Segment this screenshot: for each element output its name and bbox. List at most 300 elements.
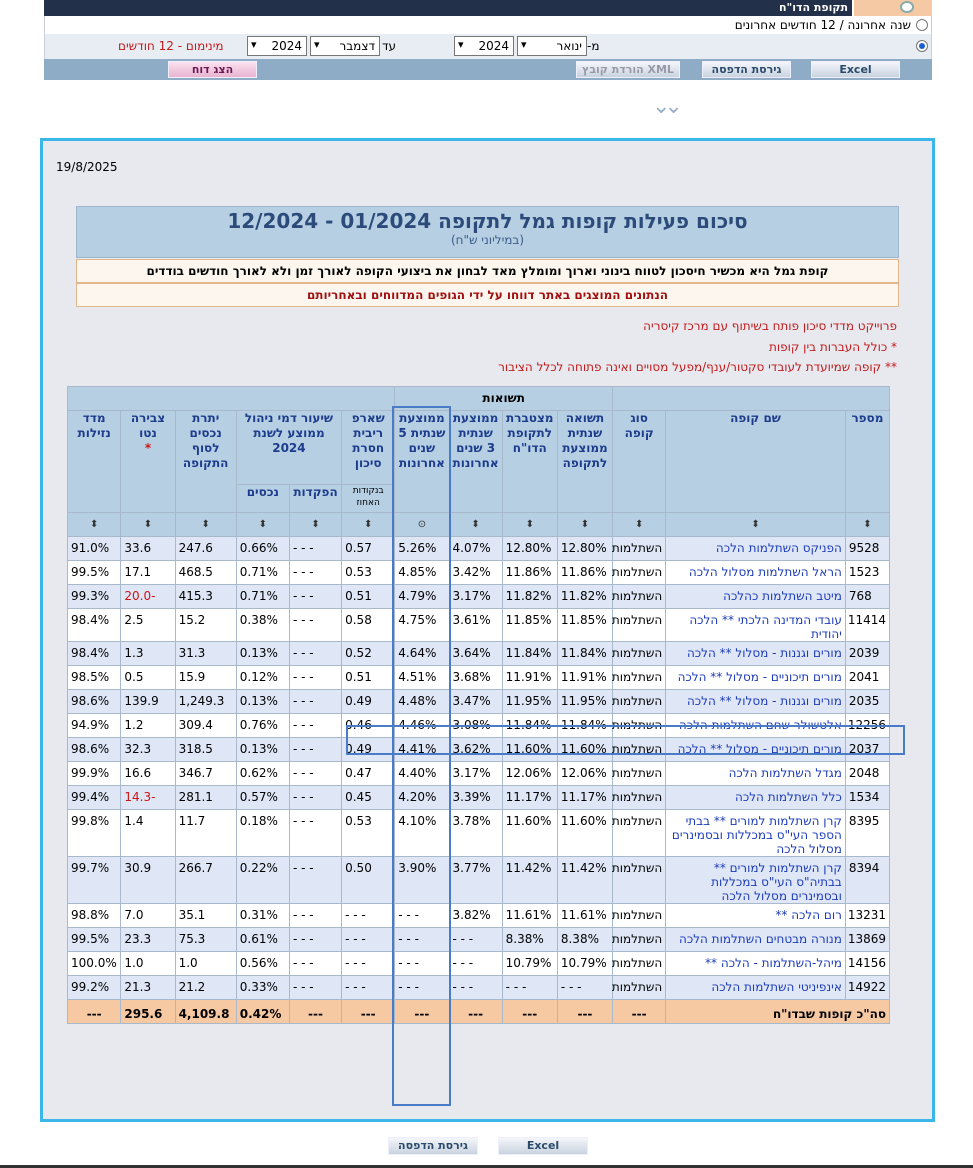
table-row [68,642,890,666]
cell-annual: 11.17% [557,786,612,810]
cell-dep: - - - [289,537,341,561]
cell-liq: 94.9% [68,714,121,738]
cell-assets_fee: 0.61% [236,928,289,952]
cell-name[interactable]: מורים וגננות - מסלול ** הלכה [666,690,846,714]
col-name: שם קופה [666,411,846,513]
table-row [68,952,890,976]
cell-net: 23.3 [121,928,175,952]
cell-avg5: 3.90% [395,857,449,904]
cell-avg3: 3.77% [449,857,502,904]
cell-assets_fee: 0.76% [236,714,289,738]
col-assets: יתרת נכסים לסוף התקופה [175,411,236,513]
to-month-select[interactable]: ▾ דצמבר [310,36,380,56]
cell-sharpe: 0.47 [342,762,395,786]
cell-avg3: 3.17% [449,762,502,786]
cell-assets_fee: 0.31% [236,904,289,928]
cell-dep: - - - [289,690,341,714]
cell-cum: 11.61% [502,904,557,928]
cell-liq: 99.2% [68,976,121,1000]
sort-icon[interactable]: ⬍ [342,513,395,537]
sort-icon[interactable]: ⬍ [557,513,612,537]
cell-assets: 346.7 [175,762,236,786]
col-fees-deposits: הפקדות [289,485,341,513]
cell-type: השתלמות [613,928,666,952]
total-dash: --- [289,1000,341,1024]
cell-name[interactable]: הפניקס השתלמות הלכה [666,537,846,561]
total-dash: --- [557,1000,612,1024]
cell-liq: 99.4% [68,786,121,810]
cell-assets: 468.5 [175,561,236,585]
cell-avg5: - - - [395,904,449,928]
cell-dep: - - - [289,786,341,810]
from-label: מ- [587,39,600,53]
cell-annual: 11.85% [557,609,612,642]
cell-assets_fee: 0.56% [236,952,289,976]
total-label: סה"כ קופות שבדו"ח [666,1000,890,1024]
bottom-excel-button[interactable]: Excel [498,1137,588,1155]
cell-name[interactable]: עובדי המדינה הלכתי ** הלכה יהודית [666,609,846,642]
cell-liq: 91.0% [68,537,121,561]
chevron-down-icon: ⌄⌄ [652,94,677,119]
cell-cum: 11.91% [502,666,557,690]
table-row [68,928,890,952]
cell-avg3: 3.64% [449,642,502,666]
cell-cum: 12.80% [502,537,557,561]
table-row [68,561,890,585]
cell-avg5: 4.75% [395,609,449,642]
cell-num: 2035 [845,690,889,714]
cell-type: השתלמות [613,952,666,976]
col-liq: מדד נזילות [68,411,121,513]
col-sharpe: שארפ ריבית חסרת סיכון [342,411,395,485]
cell-name[interactable]: קרן השתלמות למורים ** בבתיה"ס העי"ס במכללות ובסמינרים מסלול הלכה [666,857,846,904]
cell-liq: 99.9% [68,762,121,786]
total-dash: --- [395,1000,449,1024]
cell-avg3: 3.39% [449,786,502,810]
cell-annual: 11.95% [557,690,612,714]
to-label: עד [382,39,397,53]
cell-liq: 99.3% [68,585,121,609]
cell-avg5: 4.79% [395,585,449,609]
cell-num: 768 [845,585,889,609]
cell-sharpe: 0.52 [342,642,395,666]
cell-num: 8394 [845,857,889,904]
cell-type: השתלמות [613,976,666,1000]
cell-dep: - - - [289,666,341,690]
note-double-star: ** קופה שמיועדת לעובדי סקטור/ענף/מפעל מסויים ואינה פתוחה לכלל הציבור [498,360,897,374]
returns-group-header: תשואות [395,387,613,411]
cell-net: 1.2 [121,714,175,738]
cell-avg5: - - - [395,928,449,952]
cell-cum: 10.79% [502,952,557,976]
table-row [68,786,890,810]
cell-cum: 11.95% [502,690,557,714]
range-row [44,34,932,59]
cell-liq: 98.4% [68,609,121,642]
cell-num: 11414 [845,609,889,642]
cell-assets: 31.3 [175,642,236,666]
clock-icon [900,1,914,13]
table-row [68,666,890,690]
cell-type: השתלמות [613,810,666,857]
cell-annual: 10.79% [557,952,612,976]
col-fees-assets: נכסים [236,485,289,513]
cell-num: 1523 [845,561,889,585]
cell-num: 2037 [845,738,889,762]
cell-dep: - - - [289,762,341,786]
cell-cum: 11.85% [502,609,557,642]
total-liq: --- [68,1000,121,1024]
cell-avg5: 4.46% [395,714,449,738]
cell-sharpe: 0.49 [342,738,395,762]
cell-type: השתלמות [613,714,666,738]
cell-sharpe: 0.51 [342,585,395,609]
cell-type: השתלמות [613,642,666,666]
cell-dep: - - - [289,561,341,585]
report-subtitle: (במיליוני ש"ח) [450,233,525,247]
period-tab-icon[interactable] [852,0,932,16]
warning-1: קופת גמל היא מכשיר חיסכון לטווח בינוני וארוך ומומלץ מאד לבחון את ביצועי הקופה לאורך זמן ולא לאורך חודשים בודדים [76,259,899,283]
show-report-button[interactable]: הצג דוח [168,61,257,78]
table-row [68,904,890,928]
cell-net: 1.0 [121,952,175,976]
sort-avg5-active-icon[interactable]: ⊙ [395,513,449,537]
cell-sharpe: 0.58 [342,609,395,642]
cell-avg3: 3.78% [449,810,502,857]
cell-type: השתלמות [613,904,666,928]
cell-num: 2048 [845,762,889,786]
cell-dep: - - - [289,904,341,928]
cell-num: 12256 [845,714,889,738]
cell-dep: - - - [289,585,341,609]
cell-liq: 99.8% [68,810,121,857]
table-row [68,976,890,1000]
cell-avg5: 4.51% [395,666,449,690]
cell-assets: 21.2 [175,976,236,1000]
cell-cum: 11.86% [502,561,557,585]
cell-assets: 15.2 [175,609,236,642]
cell-name[interactable]: אינפיניטי השתלמות הלכה [666,976,846,1000]
sort-icon[interactable]: ⬍ [449,513,502,537]
cell-dep: - - - [289,609,341,642]
excel-button[interactable]: Excel [811,61,900,78]
cell-assets_fee: 0.13% [236,738,289,762]
cell-annual: 8.38% [557,928,612,952]
cell-avg3: 3.17% [449,585,502,609]
total-assets: 4,109.8 [175,1000,236,1024]
cell-name[interactable]: רום הלכה ** [666,904,846,928]
cell-sharpe: 0.53 [342,810,395,857]
report-title: סיכום פעילות קופות גמל לתקופה 01/2024 - 12/2024 [227,209,748,233]
cell-net: 2.5 [121,609,175,642]
from-month-select[interactable]: ▾ ינואר [517,36,587,56]
cell-avg5: - - - [395,952,449,976]
cell-sharpe: 0.53 [342,561,395,585]
cell-sharpe: 0.45 [342,786,395,810]
cell-cum: 11.84% [502,642,557,666]
col-num: מספר [845,411,889,513]
sort-icon[interactable]: ⬍ [666,513,846,537]
cell-liq: 98.4% [68,642,121,666]
cell-net: -20.0 [121,585,175,609]
report-header [76,206,899,258]
cell-assets_fee: 0.38% [236,609,289,642]
cell-avg3: 3.08% [449,714,502,738]
cell-assets_fee: 0.57% [236,786,289,810]
sort-icon[interactable]: ⬍ [68,513,121,537]
cell-type: השתלמות [613,762,666,786]
cell-cum: 11.82% [502,585,557,609]
cell-name[interactable]: כלל השתלמות הלכה [666,786,846,810]
total-assets_fee: 0.42% [236,1000,289,1024]
cell-net: 21.3 [121,976,175,1000]
cell-num: 1534 [845,786,889,810]
cell-liq: 98.6% [68,738,121,762]
cell-annual: 11.82% [557,585,612,609]
table-row [68,810,890,857]
note-star: * כולל העברות בין קופות [768,340,897,354]
cell-avg5: 4.40% [395,762,449,786]
cell-avg3: - - - [449,976,502,1000]
cell-sharpe: 0.49 [342,690,395,714]
cell-net: -14.3 [121,786,175,810]
cell-annual: 11.61% [557,904,612,928]
top-bar [44,0,932,16]
cell-annual: 12.06% [557,762,612,786]
cell-sharpe: 0.57 [342,537,395,561]
cell-cum: 11.60% [502,810,557,857]
col-net: צבירה נטו * [121,411,175,513]
cell-dep: - - - [289,952,341,976]
cell-name[interactable]: מורים וגננות - מסלול ** הלכה [666,642,846,666]
print-button[interactable]: גירסת הדפסה [702,61,791,78]
last-year-row [44,16,932,34]
range-radio[interactable] [916,40,928,52]
cell-dep: - - - [289,857,341,904]
table-row [68,738,890,762]
cell-assets: 35.1 [175,904,236,928]
cell-assets_fee: 0.71% [236,561,289,585]
cell-dep: - - - [289,714,341,738]
cell-net: 139.9 [121,690,175,714]
cell-net: 17.1 [121,561,175,585]
cell-net: 16.6 [121,762,175,786]
bottom-print-button[interactable]: גירסת הדפסה [388,1137,478,1155]
cell-name[interactable]: מורים תיכוניים - מסלול ** הלכה [666,666,846,690]
cell-num: 14156 [845,952,889,976]
cell-liq: 100.0% [68,952,121,976]
total-dash: --- [342,1000,395,1024]
cell-cum: 11.17% [502,786,557,810]
cell-liq: 99.5% [68,928,121,952]
cell-liq: 98.8% [68,904,121,928]
cell-cum: 12.06% [502,762,557,786]
cell-name[interactable]: מיהל-השתלמות - הלכה ** [666,952,846,976]
cell-assets_fee: 0.22% [236,857,289,904]
col-type: סוג קופה [613,411,666,513]
table-row [68,762,890,786]
cell-avg3: 3.42% [449,561,502,585]
cell-annual: 11.42% [557,857,612,904]
cell-avg5: - - - [395,976,449,1000]
to-year-select[interactable]: ▾ 2024 [247,36,307,56]
cell-num: 14922 [845,976,889,1000]
cell-name[interactable]: מגדל השתלמות הלכה [666,762,846,786]
sort-row [68,513,890,537]
cell-annual: 11.84% [557,714,612,738]
col-avg3: ממוצעת שנתית 3 שנים אחרונות [449,411,502,513]
cell-sharpe: - - - [342,928,395,952]
cell-assets_fee: 0.66% [236,537,289,561]
cell-dep: - - - [289,976,341,1000]
cell-annual: 11.91% [557,666,612,690]
cell-assets_fee: 0.33% [236,976,289,1000]
cell-sharpe: - - - [342,952,395,976]
cell-avg3: 3.82% [449,904,502,928]
cell-liq: 99.7% [68,857,121,904]
cell-annual: 11.86% [557,561,612,585]
cell-type: השתלמות [613,561,666,585]
last-year-radio[interactable] [916,19,928,31]
cell-assets_fee: 0.18% [236,810,289,857]
funds-table [67,386,890,1024]
sort-icon[interactable]: ⬍ [845,513,889,537]
cell-num: 2041 [845,666,889,690]
total-dash: --- [613,1000,666,1024]
cell-name[interactable]: מיטב השתלמות כהלכה [666,585,846,609]
cell-cum: 11.60% [502,738,557,762]
cell-assets: 1.0 [175,952,236,976]
cell-sharpe: 0.46 [342,714,395,738]
cell-avg5: 4.64% [395,642,449,666]
cell-dep: - - - [289,928,341,952]
cell-liq: 99.5% [68,561,121,585]
cell-avg3: 3.62% [449,738,502,762]
cell-assets_fee: 0.13% [236,642,289,666]
cell-num: 13231 [845,904,889,928]
cell-name[interactable]: מנורה מבטחים השתלמות הלכה [666,928,846,952]
cell-avg5: 4.20% [395,786,449,810]
cell-annual: 12.80% [557,537,612,561]
xml-download-button[interactable]: הורדת קובץ XML [576,61,680,78]
cell-net: 7.0 [121,904,175,928]
total-dash: --- [449,1000,502,1024]
total-dash: --- [502,1000,557,1024]
cell-net: 33.6 [121,537,175,561]
cell-sharpe: 0.50 [342,857,395,904]
sort-icon[interactable]: ⬍ [236,513,289,537]
warning-2: הנתונים המוצגים באתר דווחו על ידי הגופים המדווחים ובאחריותם [76,283,899,307]
col-cum: מצטברת לתקופת הדו"ח [502,411,557,513]
table-row [68,609,890,642]
cell-dep: - - - [289,810,341,857]
cell-avg5: 4.48% [395,690,449,714]
cell-avg3: 3.68% [449,666,502,690]
cell-avg3: 3.47% [449,690,502,714]
cell-cum: - - - [502,976,557,1000]
cell-net: 32.3 [121,738,175,762]
cell-assets: 415.3 [175,585,236,609]
from-year-select[interactable]: ▾ 2024 [454,36,514,56]
cell-assets: 247.6 [175,537,236,561]
cell-assets_fee: 0.71% [236,585,289,609]
cell-assets: 281.1 [175,786,236,810]
cell-type: השתלמות [613,857,666,904]
cell-num: 9528 [845,537,889,561]
cell-avg5: 5.26% [395,537,449,561]
cell-assets: 266.7 [175,857,236,904]
table-row [68,585,890,609]
cell-annual: 11.60% [557,738,612,762]
cell-sharpe: - - - [342,976,395,1000]
sort-icon[interactable]: ⬍ [175,513,236,537]
cell-net: 30.9 [121,857,175,904]
cell-avg5: 4.85% [395,561,449,585]
toolbar [44,59,932,80]
col-sharpe-sub: בנקודות האחוז [342,485,395,513]
cell-avg3: - - - [449,952,502,976]
cell-cum: 11.42% [502,857,557,904]
cell-dep: - - - [289,738,341,762]
cell-avg5: 4.10% [395,810,449,857]
table-row [68,690,890,714]
cell-name[interactable]: קרן השתלמות למורים ** בבתי הספר העי"ס במכללות ובסמינרים מסלול הלכה [666,810,846,857]
cell-annual: 11.84% [557,642,612,666]
cell-assets: 75.3 [175,928,236,952]
cell-annual: - - - [557,976,612,1000]
col-annual: תשואה שנתית ממוצעת לתקופה [557,411,612,513]
col-fees: שיעור דמי ניהול ממוצע לשנת 2024 [236,411,341,485]
total-row [68,1000,890,1024]
cell-avg3: - - - [449,928,502,952]
cell-type: השתלמות [613,537,666,561]
cell-name[interactable]: הראל השתלמות מסלול הלכה [666,561,846,585]
minimum-note: מינימום - 12 חודשים [118,39,224,53]
sort-icon[interactable]: ⬍ [502,513,557,537]
cell-dep: - - - [289,642,341,666]
note-project: פרוייקט מדדי סיכון פותח בשיתוף עם מרכז קיסריה [643,319,897,333]
cell-assets: 1,249.3 [175,690,236,714]
cell-type: השתלמות [613,786,666,810]
cell-avg3: 4.07% [449,537,502,561]
report-date: 19/8/2025 [56,160,118,174]
cell-net: 1.3 [121,642,175,666]
sort-icon[interactable]: ⬍ [121,513,175,537]
cell-num: 13869 [845,928,889,952]
table-row [68,714,890,738]
last-year-label: שנה אחרונה / 12 חודשים אחרונים [734,18,911,32]
cell-name[interactable]: מורים תיכוניים - מסלול ** הלכה [666,738,846,762]
cell-assets: 15.9 [175,666,236,690]
cell-name[interactable]: אלטשולר שחם השתלמות הלכה [666,714,846,738]
cell-cum: 8.38% [502,928,557,952]
cell-net: 1.4 [121,810,175,857]
report-period-title: תקופת הדו"ח [778,1,848,14]
cell-liq: 98.6% [68,690,121,714]
cell-assets_fee: 0.62% [236,762,289,786]
col-avg5: ממוצעת שנתית 5 שנים אחרונות [395,411,449,513]
cell-annual: 11.60% [557,810,612,857]
table-row [68,857,890,904]
sort-icon[interactable]: ⬍ [289,513,341,537]
sort-icon[interactable]: ⬍ [613,513,666,537]
cell-avg3: 3.61% [449,609,502,642]
cell-type: השתלמות [613,609,666,642]
cell-net: 0.5 [121,666,175,690]
cell-type: השתלמות [613,690,666,714]
cell-assets_fee: 0.12% [236,666,289,690]
cell-type: השתלמות [613,666,666,690]
